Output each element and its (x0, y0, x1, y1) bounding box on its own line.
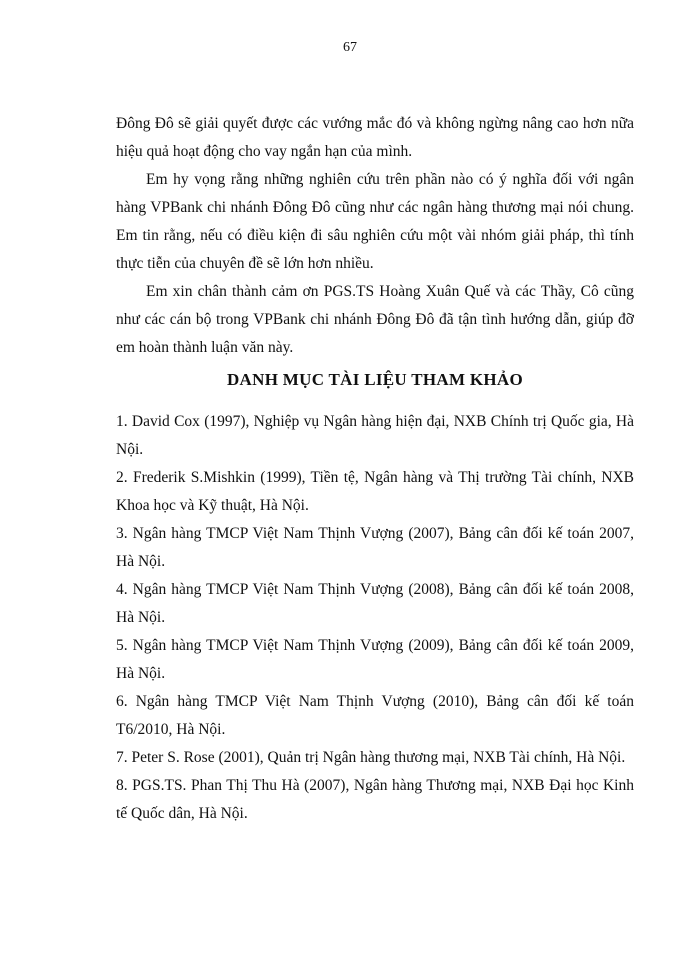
reference-item: 7. Peter S. Rose (2001), Quản trị Ngân hàng thương mại, NXB Tài chính, Hà Nội. (116, 749, 626, 766)
reference-item: 8. PGS.TS. Phan Thị Thu Hà (2007), Ngân hàng Thương mại, NXB Đại học Kinh tế Quốc dân, Hà Nội. (116, 777, 634, 822)
reference-item: 2. Frederik S.Mishkin (1999), Tiền tệ, Ngân hàng và Thị trường Tài chính, NXB Khoa học và Kỹ thuật, Hà Nội. (116, 469, 634, 514)
reference-item: 3. Ngân hàng TMCP Việt Nam Thịnh Vượng (2007), Bảng cân đối kế toán 2007, Hà Nội. (116, 525, 634, 570)
page-number: 67 (343, 40, 357, 55)
reference-item: 4. Ngân hàng TMCP Việt Nam Thịnh Vượng (2008), Bảng cân đối kế toán 2008, Hà Nội. (116, 581, 634, 626)
conclusion-paragraph-continued: Đông Đô sẽ giải quyết được các vướng mắc đó và không ngừng nâng cao hơn nữa hiệu quả hoạt động cho vay ngắn hạn của mình. (116, 115, 634, 160)
acknowledgement-paragraph: Em xin chân thành cảm ơn PGS.TS Hoàng Xuân Quế và các Thầy, Cô cũng như các cán bộ trong VPBank chi nhánh Đông Đô đã tận tình hướng dẫn, giúp đỡ em hoàn thành luận văn này. (116, 283, 634, 356)
conclusion-paragraph-hope: Em hy vọng rằng những nghiên cứu trên phần nào có ý nghĩa đối với ngân hàng VPBank chi nhánh Đông Đô cũng như các ngân hàng thương mại nói chung. Em tin rằng, nếu có điều kiện đi sâu nghiên cứu một vài nhóm giải pháp, thì tính thực tiễn của chuyên đề sẽ lớn hơn nhiều. (116, 171, 634, 272)
references-heading: DANH MỤC TÀI LIỆU THAM KHẢO (226, 370, 524, 389)
reference-item: 6. Ngân hàng TMCP Việt Nam Thịnh Vượng (2010), Bảng cân đối kế toán T6/2010, Hà Nội. (116, 693, 634, 738)
reference-item: 5. Ngân hàng TMCP Việt Nam Thịnh Vượng (2009), Bảng cân đối kế toán 2009, Hà Nội. (116, 637, 634, 682)
reference-item: 1. David Cox (1997), Nghiệp vụ Ngân hàng hiện đại, NXB Chính trị Quốc gia, Hà Nội. (116, 413, 634, 458)
document-body (116, 110, 634, 828)
reference-list (116, 408, 634, 828)
